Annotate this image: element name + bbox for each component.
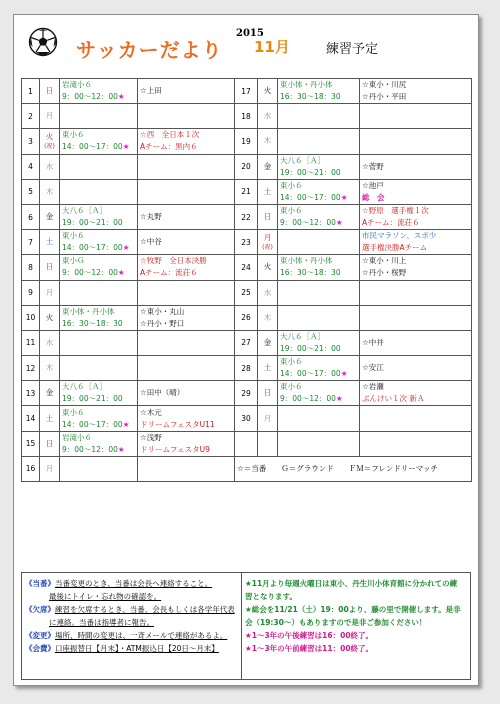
practice-place: 大八６［Ａ］ xyxy=(62,206,107,216)
duty-cell xyxy=(360,230,472,255)
year-label: 2015 xyxy=(236,28,264,39)
weekday-label: 火 xyxy=(45,312,54,322)
calendar-row xyxy=(22,129,472,154)
practice-time-line xyxy=(62,419,135,431)
practice-time-line xyxy=(280,393,357,405)
practice-time-line xyxy=(62,141,135,153)
calendar-row xyxy=(22,204,472,229)
note-line xyxy=(25,603,238,616)
practice-time: 9：00～12：00 xyxy=(280,394,336,404)
day-number: 18 xyxy=(235,104,258,129)
weekday-cell xyxy=(40,406,60,431)
practice-cell xyxy=(278,305,360,330)
practice-time-line xyxy=(280,192,357,204)
calendar-row xyxy=(22,431,472,456)
practice-time: 16：30～18：30 xyxy=(62,318,123,328)
weekday-label: 土 xyxy=(263,186,272,196)
practice-cell xyxy=(278,230,360,255)
day-number: 24 xyxy=(235,255,258,280)
weekday-label: 月 xyxy=(263,413,272,423)
practice-time-line xyxy=(280,167,357,179)
duty-cell xyxy=(360,129,472,154)
star-icon: ★ xyxy=(117,268,125,278)
star-icon: ★ xyxy=(122,142,130,152)
weekday-cell xyxy=(40,230,60,255)
day-number: 27 xyxy=(235,330,258,355)
duty-cell xyxy=(138,305,235,330)
weekday-label: 月 xyxy=(45,463,54,473)
empty-cell xyxy=(278,431,360,456)
weekday-label: 火 xyxy=(45,132,54,142)
holiday-mark: (祝) xyxy=(262,244,273,252)
weekday-cell xyxy=(258,305,278,330)
duty-cell xyxy=(360,280,472,305)
practice-cell xyxy=(60,431,138,456)
weekday-label: 日 xyxy=(45,438,54,448)
weekday-label: 木 xyxy=(45,186,54,196)
weekday-cell xyxy=(40,104,60,129)
duty-line-1: ☆東小・川尻 xyxy=(362,80,407,90)
weekday-label: 火 xyxy=(263,262,272,272)
star-icon: ★ xyxy=(117,92,125,102)
note-line xyxy=(25,590,238,603)
duty-line-1: ☆上田 xyxy=(140,86,162,96)
calendar-row xyxy=(22,381,472,406)
weekday-label: 月 xyxy=(45,111,54,121)
duty-cell xyxy=(138,104,235,129)
weekday-label: 土 xyxy=(45,413,54,423)
practice-time: 19：00～21：00 xyxy=(62,218,123,228)
duty-cell xyxy=(138,179,235,204)
duty-cell xyxy=(360,330,472,355)
calendar-row xyxy=(22,330,472,355)
duty-cell xyxy=(360,179,472,204)
month-label: 11月 xyxy=(254,38,290,56)
practice-cell xyxy=(60,305,138,330)
practice-time: 19：00～21：00 xyxy=(62,394,123,404)
duty-line-2: ドリームフェスタU11 xyxy=(140,419,215,429)
duty-line-2: ☆丹小・野口 xyxy=(140,318,185,328)
practice-cell xyxy=(60,255,138,280)
rules-notes xyxy=(22,573,242,679)
duty-cell xyxy=(360,356,472,381)
duty-line-1: ☆木元 xyxy=(140,407,162,417)
header xyxy=(14,15,478,77)
practice-cell xyxy=(278,330,360,355)
duty-cell xyxy=(138,280,235,305)
duty-line-1: ☆岩瀬 xyxy=(362,382,384,392)
weekday-label: 金 xyxy=(263,337,272,347)
weekday-cell xyxy=(258,179,278,204)
practice-cell xyxy=(60,154,138,179)
star-icon: ★ xyxy=(335,394,343,404)
weekday-label: 月 xyxy=(45,287,54,297)
practice-cell xyxy=(60,381,138,406)
duty-cell xyxy=(360,204,472,229)
day-number: 16 xyxy=(22,456,40,481)
duty-line-1: ☆牧野 全日本決勝 xyxy=(140,256,207,266)
practice-time: 14：00～17：00 xyxy=(62,142,123,152)
practice-place: 大八６［Ａ］ xyxy=(62,382,107,392)
day-number: 17 xyxy=(235,79,258,104)
practice-cell xyxy=(278,406,360,431)
practice-place: 東小体・丹小体 xyxy=(280,256,333,266)
weekday-cell xyxy=(40,356,60,381)
day-number: 13 xyxy=(22,381,40,406)
announcement-line: ★総会を11/21（土）19：00より、藤の里で開催します。是非 xyxy=(245,605,461,614)
announcement-line: 習となります。 xyxy=(245,592,297,601)
weekday-cell xyxy=(40,179,60,204)
weekday-cell xyxy=(258,154,278,179)
weekday-cell xyxy=(258,330,278,355)
weekday-cell xyxy=(258,79,278,104)
weekday-label: 木 xyxy=(263,312,272,322)
star-icon: ★ xyxy=(340,369,348,379)
duty-line-1: ☆野原 選手権１次 xyxy=(362,206,429,216)
star-icon: ★ xyxy=(117,444,125,454)
weekday-label: 木 xyxy=(45,363,54,373)
practice-place: 東小６ xyxy=(62,130,85,140)
weekday-label: 水 xyxy=(45,161,54,171)
weekday-label: 金 xyxy=(45,212,54,222)
practice-cell xyxy=(278,129,360,154)
legend: ☆＝当番 Ｇ＝グラウンド ＦＭ＝フレンドリーマッチ xyxy=(235,456,472,481)
note-label: 《会費》 xyxy=(25,644,55,653)
practice-time-line xyxy=(62,444,135,456)
duty-line-1: ☆安江 xyxy=(362,363,384,373)
duty-line-2: 選手権決勝Aチーム xyxy=(362,243,428,253)
practice-time-line xyxy=(280,368,357,380)
day-number: 4 xyxy=(22,154,40,179)
weekday-label: 水 xyxy=(45,337,54,347)
weekday-label: 土 xyxy=(263,363,272,373)
empty-cell xyxy=(258,431,278,456)
calendar-row xyxy=(22,456,472,481)
page-subtitle: 練習予定 xyxy=(326,42,379,57)
duty-cell xyxy=(138,154,235,179)
weekday-cell xyxy=(258,280,278,305)
practice-cell xyxy=(278,255,360,280)
weekday-label: 火 xyxy=(263,86,272,96)
day-number: 26 xyxy=(235,305,258,330)
weekday-cell xyxy=(40,431,60,456)
practice-place: 東小６ xyxy=(280,206,303,216)
practice-place: 大八６［Ａ］ xyxy=(280,155,325,165)
practice-cell xyxy=(278,356,360,381)
practice-time: 9：00～12：00 xyxy=(280,218,336,228)
weekday-cell xyxy=(40,154,60,179)
practice-cell xyxy=(60,129,138,154)
day-number: 28 xyxy=(235,356,258,381)
weekday-cell xyxy=(258,356,278,381)
newsletter-title: サッカーだより xyxy=(76,38,223,62)
practice-cell xyxy=(278,179,360,204)
notes-panel xyxy=(21,572,471,680)
weekday-label: 月 xyxy=(263,233,272,243)
note-line xyxy=(25,577,238,590)
day-number: 7 xyxy=(22,230,40,255)
duty-line-2: 総 会 xyxy=(362,192,385,202)
day-number: 21 xyxy=(235,179,258,204)
practice-time-line xyxy=(62,242,135,254)
note-label: 《当番》 xyxy=(25,579,55,588)
duty-cell xyxy=(360,381,472,406)
calendar-grid xyxy=(21,78,472,482)
weekday-label: 日 xyxy=(263,388,272,398)
duty-cell xyxy=(138,356,235,381)
duty-cell xyxy=(360,255,472,280)
weekday-cell xyxy=(258,129,278,154)
duty-line-2: ドリームフェスタU9 xyxy=(140,444,210,454)
weekday-cell xyxy=(40,255,60,280)
note-line xyxy=(25,642,238,655)
duty-line-1: ☆田中（晴） xyxy=(140,388,185,398)
weekday-cell xyxy=(258,230,278,255)
day-number: 3 xyxy=(22,129,40,154)
practice-time-line xyxy=(62,91,135,103)
practice-cell xyxy=(278,204,360,229)
practice-time-line xyxy=(280,343,357,355)
practice-cell xyxy=(60,104,138,129)
weekday-cell xyxy=(258,406,278,431)
duty-line-1: ☆中井 xyxy=(362,337,384,347)
weekday-cell xyxy=(40,204,60,229)
duty-cell xyxy=(360,406,472,431)
day-number: 15 xyxy=(22,431,40,456)
practice-time: 16：30～18：30 xyxy=(280,92,341,102)
duty-line-1: ☆菅野 xyxy=(362,161,384,171)
practice-time: 19：00～21：00 xyxy=(280,343,341,353)
announcement-line: 会（19:30～）もありますので是非ご参加ください！ xyxy=(245,618,427,627)
day-number: 10 xyxy=(22,305,40,330)
practice-time: 9：00～12：00 xyxy=(62,268,118,278)
star-icon: ★ xyxy=(122,243,130,253)
weekday-cell xyxy=(40,330,60,355)
practice-place: 東小６ xyxy=(280,357,303,367)
weekday-cell xyxy=(258,381,278,406)
calendar-row xyxy=(22,406,472,431)
duty-line-2: Aチーム：黒内６ xyxy=(140,142,198,152)
note-label: 《欠席》 xyxy=(25,605,55,614)
practice-cell xyxy=(278,381,360,406)
day-number: 23 xyxy=(235,230,258,255)
duty-line-2: ☆丹小・平田 xyxy=(362,92,407,102)
calendar-row xyxy=(22,79,472,104)
duty-cell xyxy=(138,456,235,481)
practice-cell xyxy=(60,204,138,229)
practice-time: 14：00～17：00 xyxy=(280,192,341,202)
announcement-line: ★1～3年の午前練習は11：00終了。 xyxy=(245,644,374,653)
soccer-ball-icon xyxy=(28,27,58,57)
weekday-label: 日 xyxy=(45,262,54,272)
duty-line-2: ☆丹小・桜野 xyxy=(362,268,407,278)
practice-place: 東小体・丹小体 xyxy=(280,80,333,90)
duty-line-1: ☆浅野 xyxy=(140,432,162,442)
calendar-row xyxy=(22,356,472,381)
practice-cell xyxy=(60,456,138,481)
practice-place: 東小６ xyxy=(280,382,303,392)
duty-line-2: ぶんけい１次 新Ａ xyxy=(362,394,425,404)
announcement-line: ★1～3年の午後練習は16：00終了。 xyxy=(245,631,374,640)
day-number: 25 xyxy=(235,280,258,305)
practice-place: 東小６ xyxy=(280,180,303,190)
practice-time-line xyxy=(280,217,357,229)
practice-place: 東小体・丹小体 xyxy=(62,306,115,316)
duty-cell xyxy=(138,79,235,104)
practice-cell xyxy=(60,280,138,305)
day-number: 11 xyxy=(22,330,40,355)
note-text: 場所、時間の変更は、一斉メールで連絡があるよ。 xyxy=(55,631,228,640)
weekday-cell xyxy=(40,129,60,154)
day-number: 2 xyxy=(22,104,40,129)
practice-cell xyxy=(60,79,138,104)
weekday-label: 日 xyxy=(263,212,272,222)
weekday-cell xyxy=(258,255,278,280)
duty-cell xyxy=(138,381,235,406)
practice-time: 14：00～17：00 xyxy=(62,419,123,429)
day-number: 1 xyxy=(22,79,40,104)
practice-time: 14：00～17：00 xyxy=(62,243,123,253)
day-number: 12 xyxy=(22,356,40,381)
day-number: 14 xyxy=(22,406,40,431)
note-text: に連絡。当番は指導者に報告。 xyxy=(49,618,154,627)
weekday-cell xyxy=(40,280,60,305)
announcement-line: ★11月より毎週火曜日は東小、丹生川小体育館に分かれての練 xyxy=(245,579,458,588)
practice-time-line xyxy=(62,393,135,405)
note-line xyxy=(25,629,238,642)
calendar-row xyxy=(22,179,472,204)
practice-cell xyxy=(60,330,138,355)
weekday-label: 木 xyxy=(263,136,272,146)
practice-place: 大八６［Ａ］ xyxy=(280,331,325,341)
star-icon: ★ xyxy=(122,419,130,429)
duty-line-1: ☆西 全日本１次 xyxy=(140,130,200,140)
schedule-sheet xyxy=(13,14,479,686)
duty-cell xyxy=(138,431,235,456)
duty-line-1: 市民マラソン、スポ少 xyxy=(362,231,437,241)
day-number: 6 xyxy=(22,204,40,229)
calendar-row xyxy=(22,305,472,330)
duty-cell xyxy=(138,230,235,255)
duty-cell xyxy=(138,129,235,154)
practice-time: 19：00～21：00 xyxy=(280,167,341,177)
practice-place: 岩滝小６ xyxy=(62,80,92,90)
practice-time-line xyxy=(62,267,135,279)
weekday-cell xyxy=(40,79,60,104)
practice-place: 東小６ xyxy=(62,407,85,417)
duty-cell xyxy=(360,104,472,129)
duty-line-2: Aチーム：流荘６ xyxy=(362,218,420,228)
duty-line-1: ☆丸野 xyxy=(140,212,162,222)
practice-time: 9：00～12：00 xyxy=(62,92,118,102)
weekday-cell xyxy=(40,381,60,406)
note-line xyxy=(25,616,238,629)
duty-line-1: ☆東小・丸山 xyxy=(140,306,185,316)
duty-line-2: Aチーム：流荘６ xyxy=(140,268,198,278)
empty-cell xyxy=(360,431,472,456)
day-number: 19 xyxy=(235,129,258,154)
weekday-label: 日 xyxy=(45,86,54,96)
practice-time-line xyxy=(62,217,135,229)
practice-cell xyxy=(278,104,360,129)
practice-place: 岩滝小６ xyxy=(62,432,92,442)
weekday-label: 水 xyxy=(263,111,272,121)
calendar-row xyxy=(22,230,472,255)
star-icon: ★ xyxy=(340,192,348,202)
weekday-cell xyxy=(258,104,278,129)
star-icon: ★ xyxy=(335,218,343,228)
duty-cell xyxy=(360,154,472,179)
weekday-label: 金 xyxy=(45,388,54,398)
practice-cell xyxy=(60,406,138,431)
day-number: 29 xyxy=(235,381,258,406)
calendar-row xyxy=(22,104,472,129)
duty-line-1: ☆中谷 xyxy=(140,237,162,247)
practice-cell xyxy=(60,356,138,381)
practice-time: 9：00～12：00 xyxy=(62,444,118,454)
weekday-cell xyxy=(40,305,60,330)
practice-place: 東小Ｇ xyxy=(62,256,85,266)
practice-place: 東小６ xyxy=(62,231,85,241)
practice-time-line xyxy=(280,91,357,103)
day-number: 8 xyxy=(22,255,40,280)
duty-cell xyxy=(360,305,472,330)
practice-time-line xyxy=(62,318,135,330)
day-number: 5 xyxy=(22,179,40,204)
day-number: 22 xyxy=(235,204,258,229)
practice-cell xyxy=(60,179,138,204)
day-number: 20 xyxy=(235,154,258,179)
practice-cell xyxy=(278,79,360,104)
day-number: 9 xyxy=(22,280,40,305)
practice-cell xyxy=(278,280,360,305)
practice-time-line xyxy=(280,267,357,279)
note-text: 練習を欠席するとき、当番、会長もしくは各学年代表 xyxy=(55,605,235,614)
calendar-row xyxy=(22,255,472,280)
duty-line-1: ☆東小・川上 xyxy=(362,256,407,266)
practice-cell xyxy=(60,230,138,255)
weekday-cell xyxy=(258,204,278,229)
practice-cell xyxy=(278,154,360,179)
duty-cell xyxy=(138,406,235,431)
duty-cell xyxy=(138,204,235,229)
calendar-row xyxy=(22,280,472,305)
day-number: 30 xyxy=(235,406,258,431)
weekday-label: 金 xyxy=(263,161,272,171)
note-label: 《変更》 xyxy=(25,631,55,640)
calendar-row xyxy=(22,154,472,179)
holiday-mark: (祝) xyxy=(44,143,55,151)
duty-cell xyxy=(360,79,472,104)
duty-line-1: ☆池戸 xyxy=(362,180,384,190)
duty-cell xyxy=(138,255,235,280)
practice-time: 14：00～17：00 xyxy=(280,369,341,379)
weekday-label: 土 xyxy=(45,237,54,247)
note-text: 口座振替日【月末】・ATM振込日【20日～月末】 xyxy=(55,644,219,653)
practice-time: 16：30～18：30 xyxy=(280,268,341,278)
announcements xyxy=(242,573,470,679)
weekday-label: 水 xyxy=(263,287,272,297)
empty-cell xyxy=(235,431,258,456)
weekday-cell xyxy=(40,456,60,481)
note-text: 当番変更のとき、当番は会長へ連絡すること。 xyxy=(55,579,213,588)
note-text: 最後にトイレ・忘れ物の確認を。 xyxy=(49,592,162,601)
duty-cell xyxy=(138,330,235,355)
